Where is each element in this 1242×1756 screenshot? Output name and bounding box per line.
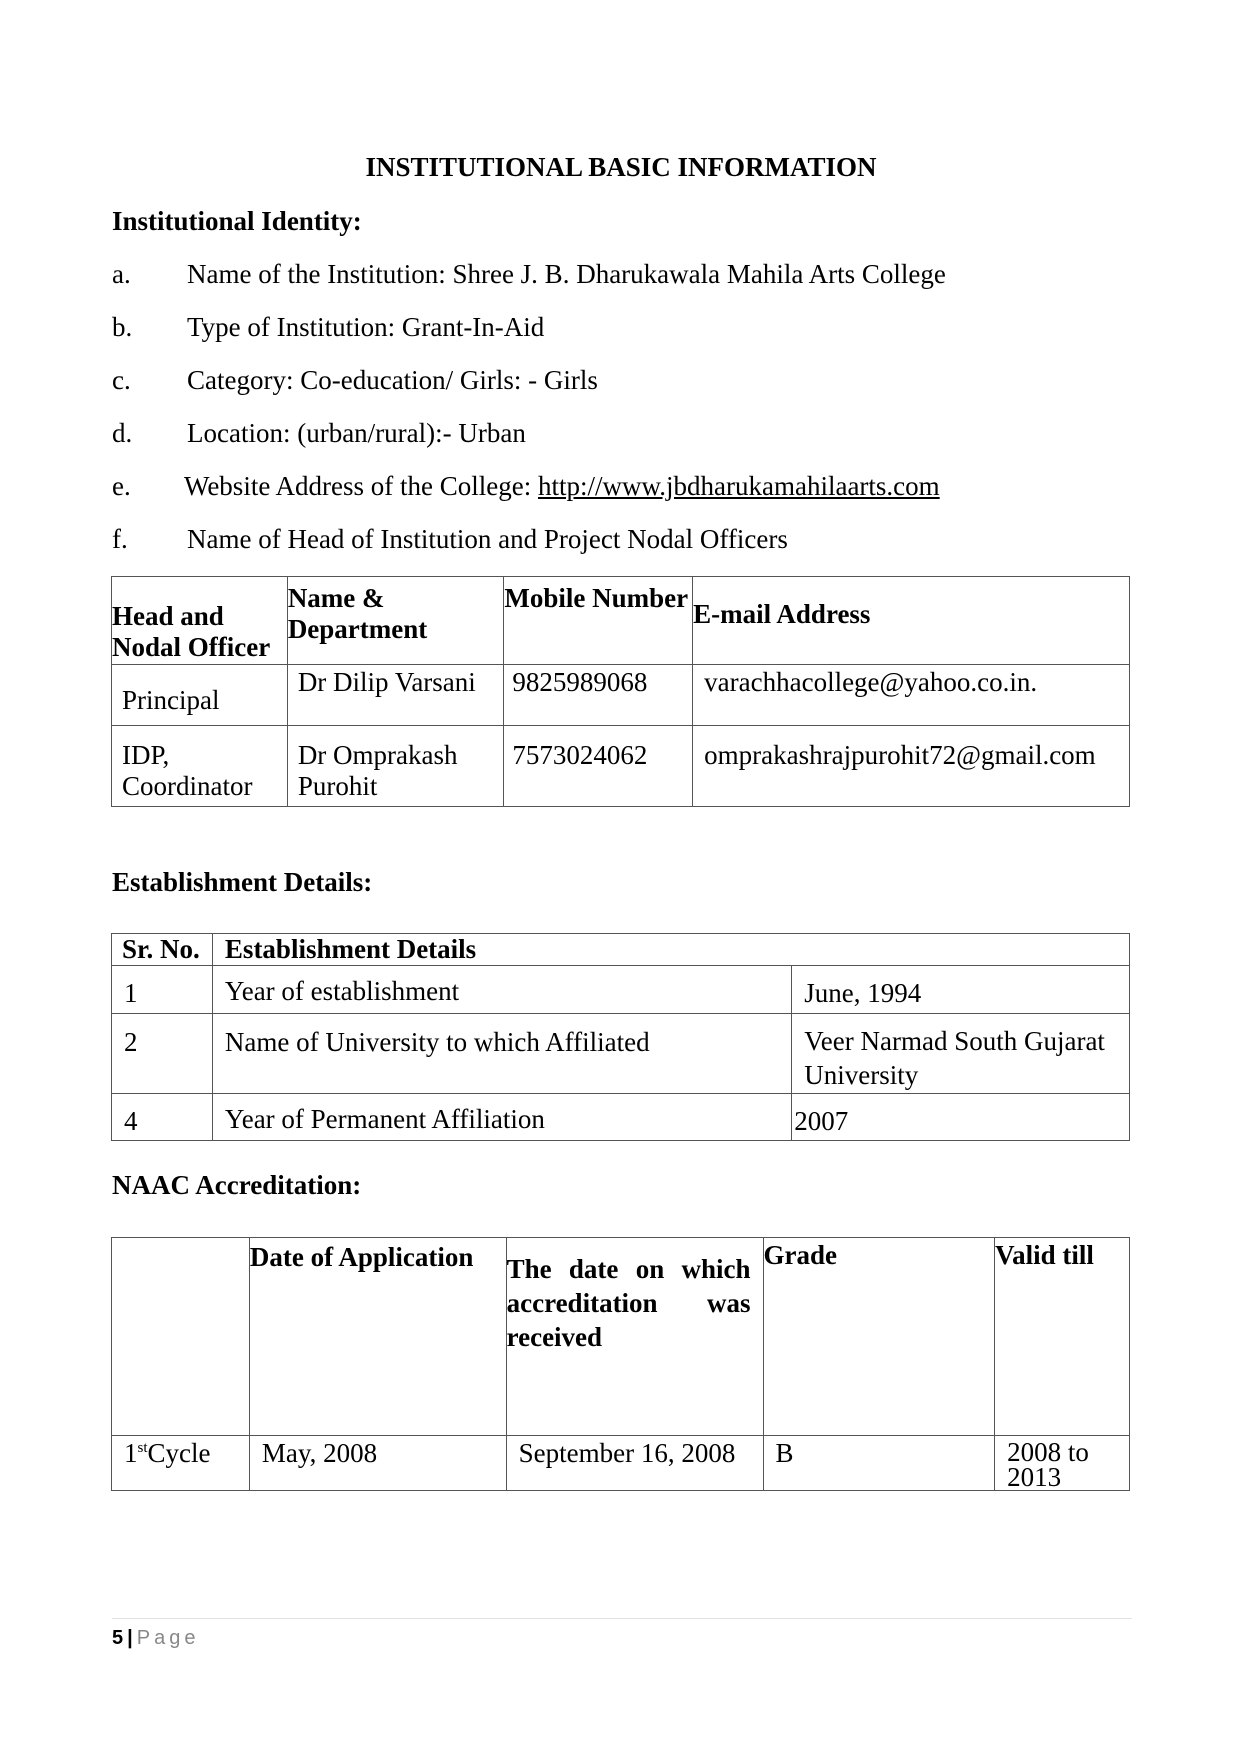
item-text: Type of Institution: Grant-In-Aid bbox=[187, 312, 545, 342]
item-letter: c. bbox=[112, 365, 131, 395]
table-cell: 2 bbox=[112, 1014, 213, 1094]
header-cell: Date of Application bbox=[249, 1238, 506, 1436]
header-cell: Mobile Number bbox=[504, 577, 693, 665]
table-row bbox=[112, 1436, 1130, 1491]
header-cell: Establishment Details bbox=[212, 934, 1129, 966]
table-header-row bbox=[112, 577, 1130, 665]
establishment-table bbox=[111, 933, 1130, 1141]
table-row bbox=[112, 1094, 1130, 1141]
identity-item-b bbox=[112, 312, 544, 343]
table-cell: Principal bbox=[112, 665, 288, 726]
table-cell: Dr Dilip Varsani bbox=[287, 665, 504, 726]
header-cell: Sr. No. bbox=[112, 934, 213, 966]
header-cell: Name & Department bbox=[287, 577, 504, 665]
table-cell: omprakashrajpurohit72@gmail.com bbox=[693, 726, 1130, 807]
naac-table bbox=[111, 1237, 1130, 1491]
table-cell: May, 2008 bbox=[249, 1436, 506, 1491]
table-cell: September 16, 2008 bbox=[506, 1436, 763, 1491]
item-letter: e. bbox=[112, 471, 131, 501]
item-text: Location: (urban/rural):- Urban bbox=[187, 418, 526, 448]
identity-item-d bbox=[112, 418, 526, 449]
item-letter: d. bbox=[112, 418, 133, 448]
table-cell: 7573024062 bbox=[504, 726, 693, 807]
item-text: Name of the Institution: Shree J. B. Dharukawala Mahila Arts College bbox=[187, 259, 946, 289]
table-cell: Year of establishment bbox=[212, 966, 791, 1014]
identity-heading: Institutional Identity: bbox=[112, 206, 362, 236]
naac-heading: NAAC Accreditation: bbox=[112, 1170, 362, 1200]
cycle-number: 1 bbox=[124, 1438, 138, 1468]
table-cell: varachhacollege@yahoo.co.in. bbox=[693, 665, 1130, 726]
table-cell: 2008 to 2013 bbox=[995, 1436, 1130, 1491]
table-cell: Name of University to which Affiliated bbox=[212, 1014, 791, 1094]
item-text: Website Address of the College: bbox=[184, 471, 539, 501]
item-letter: f. bbox=[112, 524, 128, 554]
table-cell: 1 bbox=[112, 966, 213, 1014]
page-footer bbox=[112, 1627, 199, 1650]
table-row bbox=[112, 1014, 1130, 1094]
header-cell: The date on which accreditation was received bbox=[506, 1238, 763, 1436]
identity-item-e bbox=[112, 471, 940, 502]
table-cell: 4 bbox=[112, 1094, 213, 1141]
cycle-ordinal: st bbox=[137, 1440, 148, 1456]
header-cell: Valid till bbox=[995, 1238, 1130, 1436]
identity-item-c bbox=[112, 365, 598, 396]
table-header-row bbox=[112, 1238, 1130, 1436]
identity-item-f bbox=[112, 524, 788, 555]
header-cell: Head and Nodal Officer bbox=[112, 577, 288, 665]
establishment-heading: Establishment Details: bbox=[112, 867, 373, 897]
header-cell bbox=[112, 1238, 250, 1436]
item-letter: b. bbox=[112, 312, 133, 342]
table-header-row bbox=[112, 934, 1130, 966]
table-cell: Veer Narmad South Gujarat University bbox=[792, 1014, 1130, 1094]
page-label: Page bbox=[136, 1627, 200, 1649]
cycle-label: Cycle bbox=[147, 1438, 211, 1468]
footer-separator: | bbox=[127, 1627, 133, 1649]
table-row bbox=[112, 966, 1130, 1014]
page-number: 5 bbox=[112, 1627, 124, 1649]
table-row bbox=[112, 665, 1130, 726]
header-cell: Grade bbox=[763, 1238, 995, 1436]
table-cell: 2007 bbox=[792, 1094, 1130, 1141]
table-row bbox=[112, 726, 1130, 807]
cycle-cell bbox=[112, 1436, 250, 1491]
officers-table bbox=[111, 576, 1130, 807]
table-cell: Dr Omprakash Purohit bbox=[287, 726, 504, 807]
item-letter: a. bbox=[112, 259, 131, 289]
header-cell: E-mail Address bbox=[693, 577, 1130, 665]
table-cell: IDP, Coordinator bbox=[112, 726, 288, 807]
website-link[interactable]: http://www.jbdharukamahilaarts.com bbox=[538, 471, 940, 501]
identity-item-a bbox=[112, 259, 946, 290]
table-cell: 9825989068 bbox=[504, 665, 693, 726]
item-text: Name of Head of Institution and Project Nodal Officers bbox=[187, 524, 788, 554]
table-cell: Year of Permanent Affiliation bbox=[212, 1094, 791, 1141]
page-title: INSTITUTIONAL BASIC INFORMATION bbox=[365, 152, 877, 182]
table-cell: June, 1994 bbox=[792, 966, 1130, 1014]
item-text: Category: Co-education/ Girls: - Girls bbox=[187, 365, 598, 395]
footer-divider bbox=[112, 1618, 1132, 1619]
table-cell: B bbox=[763, 1436, 995, 1491]
